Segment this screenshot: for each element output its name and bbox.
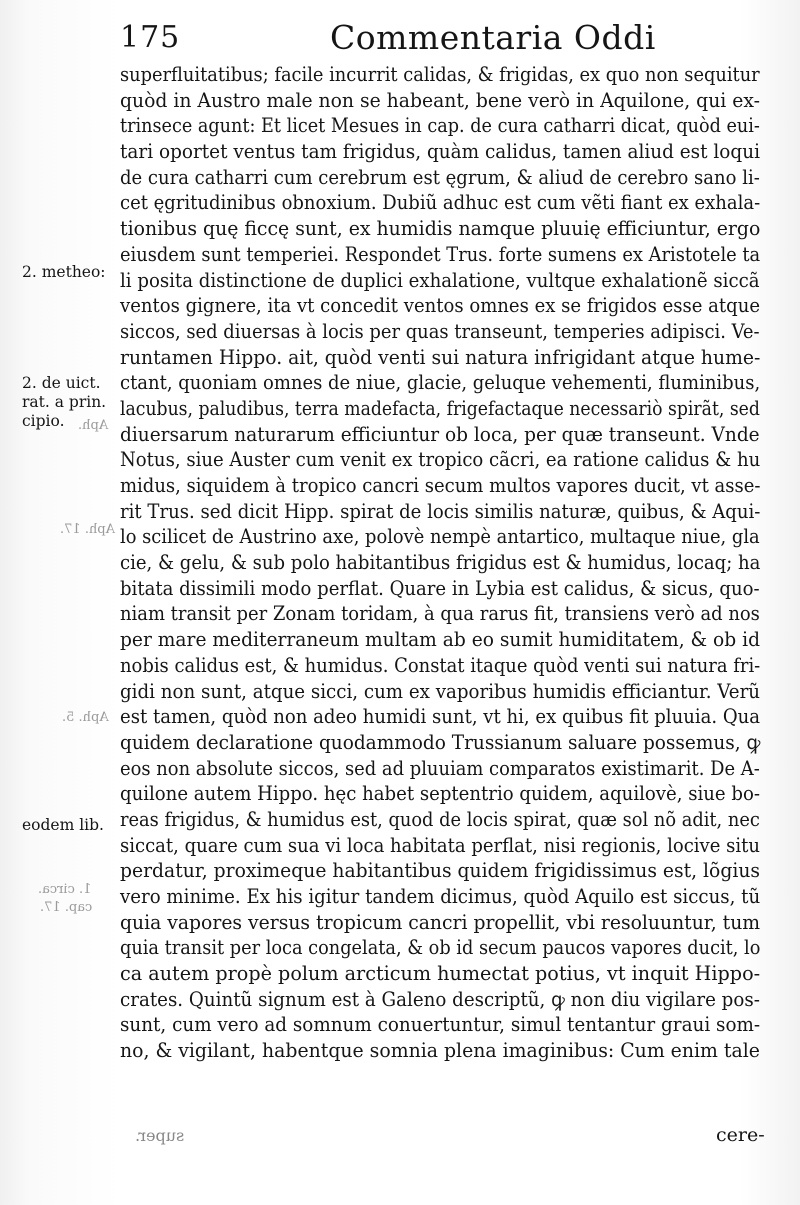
text-line: quilone autem Hippo. hęc habet septentrio quidem, aquilovè, siue bo- <box>120 782 760 806</box>
text-line: eos non absolute siccos, sed ad pluuiam comparatos existimarit. De A- <box>120 756 760 780</box>
text-line: trinsece agunt: Et licet Mesues in cap. de cura catharri dicat, quòd eui- <box>120 114 760 138</box>
text-line: gidi non sunt, atque sicci, cum ex vaporibus humidis efficiantur. Verũ <box>120 679 761 703</box>
text-line: li posita distinctione de duplici exhalatione, vultque exhalationẽ siccã <box>120 268 760 292</box>
text-line: vero minime. Ex his igitur tandem dicimus, quòd Aquilo est siccus, tũ <box>120 885 761 908</box>
text-line: superfluitatibus; facile incurrit calidas, & frigidas, ex quo non sequitur <box>120 63 760 86</box>
text-line: ca autem propè polum arcticum humectat potius, vt inquit Hippo- <box>120 962 761 986</box>
text-line: sunt, cum vero ad somnum conuertuntur, simul tentantur graui som- <box>120 1013 761 1037</box>
text-line: niam transit per Zonam toridam, à qua rarus fit, transiens verò ad nos <box>120 602 760 626</box>
text-line: quia vapores versus tropicum cancri propellit, vbi resoluuntur, tum <box>120 910 761 934</box>
show-through-text: cap. 17. <box>40 900 93 915</box>
show-through-text: Aph. 5. <box>62 710 109 725</box>
text-line: perdatur, proximeque habitantibus quidem frigidissimus est, lõgius <box>120 859 761 883</box>
text-line: rit Trus. sed dicit Hipp. spirat de locis similis naturæ, quibus, & Aqui- <box>120 499 761 523</box>
text-line: bitata dissimili modo perflat. Quare in Lybia est calidus, & sicus, quo- <box>120 576 760 600</box>
running-head: Commentaria Oddi <box>330 18 656 57</box>
text-line: est tamen, quòd non adeo humidi sunt, vt hi, ex quibus fit pluuia. Qua <box>120 705 761 729</box>
text-line: de cura catharri cum cerebrum est ęgrum, & aliud de cerebro sano li- <box>120 165 760 189</box>
text-line: cie, & gelu, & sub polo habitantibus frigidus est & humidus, locaq; ha <box>120 551 761 575</box>
text-line: siccos, sed diuersas à locis per quas transeunt, temperies adipisci. Ve- <box>120 319 760 343</box>
body-text <box>120 62 762 1064</box>
text-line: Notus, siue Auster cum venit ex tropico cãcri, ea ratione calidus & hu <box>120 448 761 472</box>
text-line: crates. Quintũ signum est à Galeno descriptũ, ꝙ non diu vigilare pos- <box>120 987 760 1011</box>
text-line: quia transit per loca congelata, & ob id secum paucos vapores ducit, lo <box>120 936 761 960</box>
margin-note-line: rat. a prin. <box>22 393 107 411</box>
text-line: lo scilicet de Austrino axe, polovè nempè antartico, multaque niue, gla <box>120 525 760 549</box>
text-line: tari oportet ventus tam frigidus, quàm calidus, tamen aliud est loqui <box>120 140 760 164</box>
text-line: ctant, quoniam omnes de niue, glacie, geluque vehementi, fluminibus, <box>120 371 761 395</box>
show-through-text: 1. circa. <box>38 882 92 897</box>
text-line: ventos gignere, ita vt concedit ventos omnes ex se frigidos esse atque <box>120 294 761 318</box>
text-line: diuersarum naturarum efficiuntur ob loca, per quæ transeunt. Vnde <box>120 422 760 446</box>
margin-note-eodem-lib: eodem lib. <box>22 816 104 834</box>
margin-note-line: 2. de uict. <box>22 374 101 392</box>
text-line: cet ęgritudinibus obnoxium. Dubiũ adhuc est cum vẽti fiant ex exhala- <box>120 191 761 215</box>
show-through-text: Aph. <box>78 418 109 433</box>
catchword: cere- <box>716 1124 765 1146</box>
show-through-text: Aph. 17. <box>60 522 116 537</box>
page-header <box>120 18 760 58</box>
margin-note-metheo: 2. metheo: <box>22 263 106 281</box>
text-line: per mare mediterraneum multam ab eo sumit humiditatem, & ob id <box>120 628 760 652</box>
text-line: midus, siquidem à tropico cancri secum multos vapores ducit, vt asse- <box>120 474 761 497</box>
show-through-text: super. <box>135 1126 185 1145</box>
text-line: lacubus, paludibus, terra madefacta, frigefactaque necessariò spirãt, sed <box>120 396 760 420</box>
text-line: quòd in Austro male non se habeant, bene verò in Aquilone, qui ex- <box>120 88 760 112</box>
margin-note-line: cipio. <box>22 412 65 430</box>
text-line: no, & vigilant, habentque somnia plena imaginibus: Cum enim tale <box>120 1039 760 1063</box>
text-line: tionibus quę ficcę sunt, ex humidis namque pluuię efficiuntur, ergo <box>120 217 761 241</box>
text-line: siccat, quare cum sua vi loca habitata perflat, nisi regionis, locive situ <box>120 833 760 857</box>
text-line: runtamen Hippo. ait, quòd venti sui natura infrigidant atque hume- <box>120 345 761 369</box>
text-line: eiusdem sunt temperiei. Respondet Trus. forte sumens ex Aristotele ta <box>120 242 761 266</box>
page-number: 175 <box>120 20 181 55</box>
text-line: nobis calidus est, & humidus. Constat itaque quòd venti sui natura fri- <box>120 653 761 677</box>
text-line: quidem declaratione quodammodo Trussianum saluare possemus, ꝙ <box>120 730 761 754</box>
text-line: reas frigidus, & humidus est, quod de locis spirat, quæ sol nõ adit, nec <box>120 807 760 831</box>
